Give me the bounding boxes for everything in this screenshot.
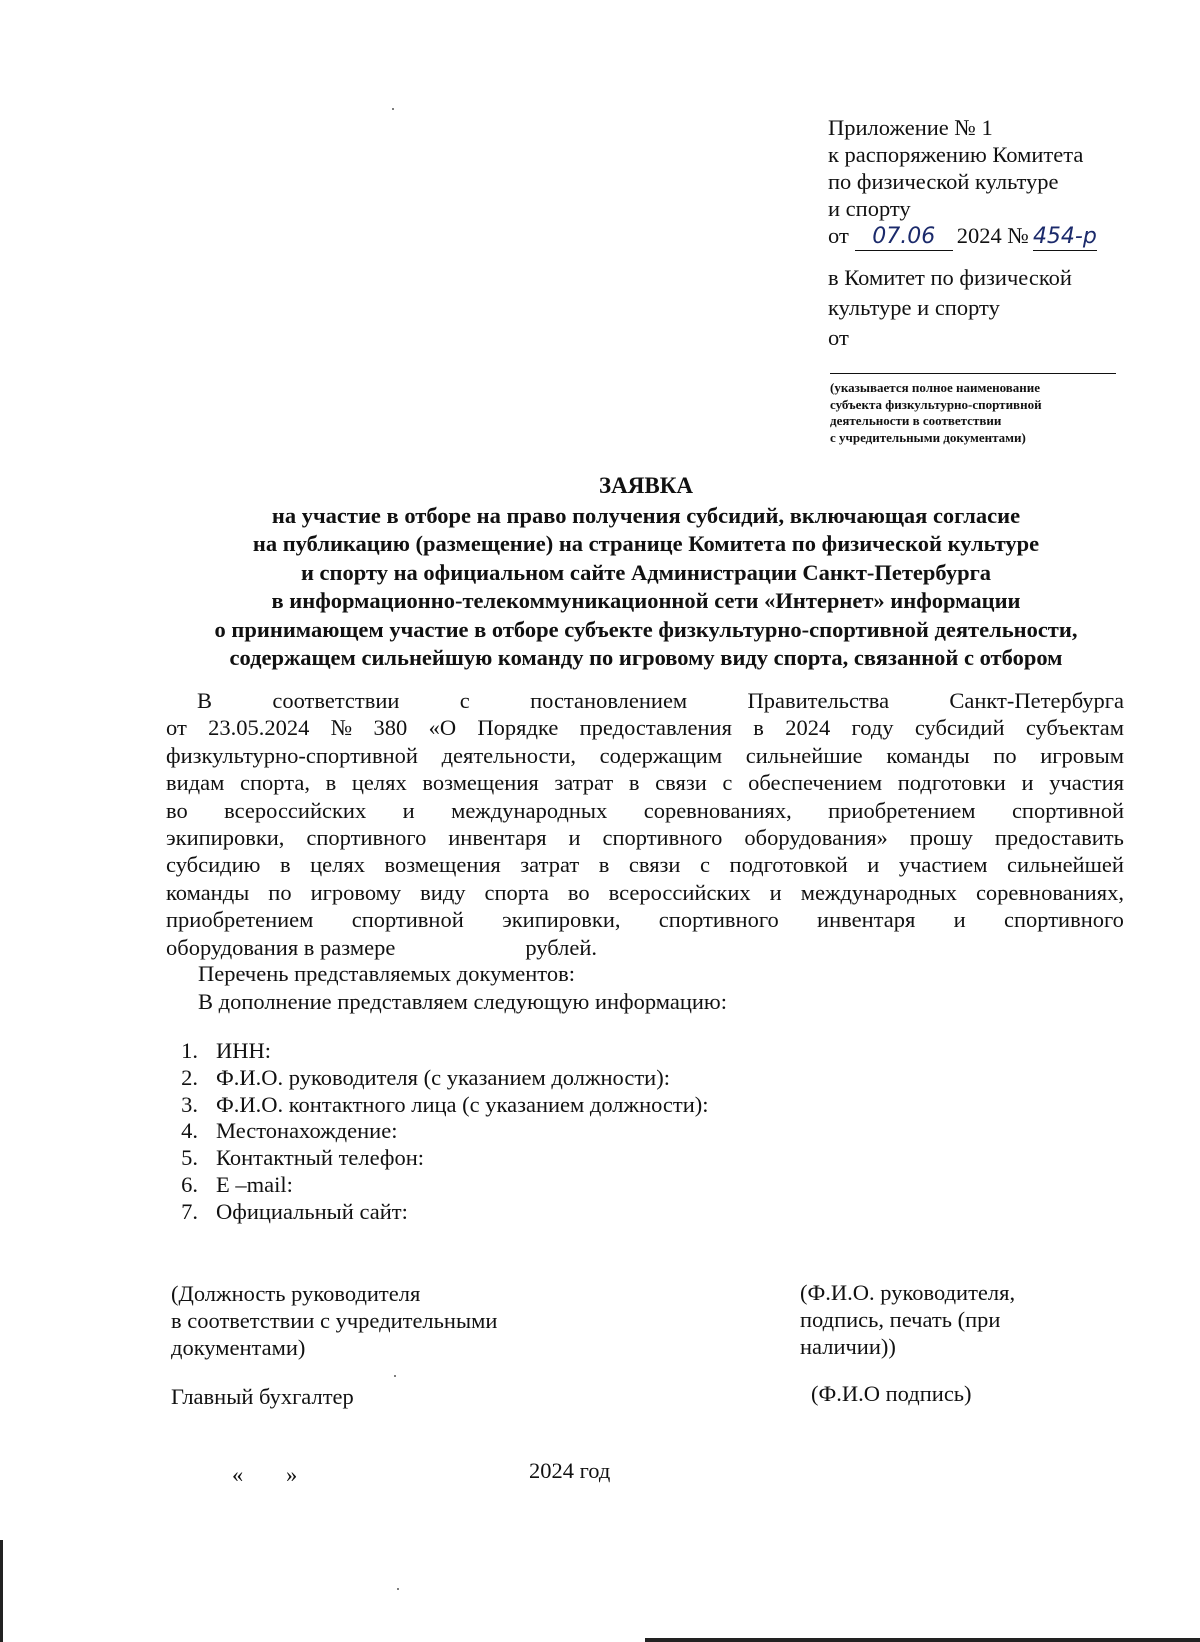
- paragraph-word: предоставления: [579, 715, 732, 741]
- paragraph-word: деятельности,: [441, 742, 576, 768]
- attachment-line: к распоряжению Комитета: [828, 142, 1084, 167]
- paragraph-word: и: [568, 825, 581, 851]
- info-list: [176, 1038, 709, 1226]
- paragraph-word: подготовкой: [729, 852, 848, 878]
- paragraph-word: по: [993, 742, 1017, 768]
- list-item-text: Местонахождение:: [216, 1118, 398, 1144]
- paragraph-word: международных: [800, 879, 957, 905]
- scan-dot: [392, 108, 394, 110]
- list-item-number: 3.: [181, 1091, 198, 1117]
- paragraph-word: виду: [420, 879, 466, 905]
- paragraph-word: затрат: [554, 770, 614, 796]
- paragraph-word: 2024: [785, 715, 831, 741]
- paragraph-line-last: [166, 934, 1124, 961]
- paragraph-word: целях: [351, 770, 407, 796]
- list-item-number: 2.: [181, 1064, 198, 1090]
- title-line: на участие в отборе на право получения субсидий, включающая согласие: [271, 502, 1021, 528]
- paragraph-word: с: [722, 770, 733, 796]
- paragraph-word: соответствии: [272, 688, 400, 713]
- list-item-text: E –mail:: [216, 1171, 293, 1197]
- list-item: [176, 1199, 709, 1226]
- handwritten-date: 07.06: [855, 223, 953, 251]
- paragraph-word: субсидий: [914, 715, 1005, 741]
- paragraph-word: предоставить: [994, 825, 1124, 851]
- attachment-line: Приложение № 1: [828, 115, 993, 140]
- paragraph-word: сильнейшие: [745, 742, 863, 768]
- paragraph-line: [166, 687, 1124, 714]
- paragraph-word: и: [402, 797, 415, 823]
- head-position-caption: [171, 1280, 497, 1361]
- chief-accountant-label: Главный бухгалтер: [171, 1384, 354, 1409]
- year-number-label: 2024 №: [956, 223, 1029, 248]
- date-prefix: от: [828, 223, 849, 248]
- paragraph-word: спортивного: [602, 825, 723, 851]
- scan-edge-bottom: [645, 1638, 1200, 1642]
- paragraph-word: от: [166, 715, 187, 741]
- paragraph-word: подготовки: [897, 770, 1006, 796]
- paragraph-word: спортивной: [351, 907, 464, 933]
- paragraph-line: [166, 769, 1124, 796]
- list-item-number: 5.: [181, 1145, 198, 1171]
- paragraph-word: всероссийских: [224, 797, 367, 823]
- list-item: [176, 1172, 709, 1199]
- scan-dot: [394, 1375, 396, 1377]
- application-title: [0, 472, 1200, 673]
- applicant-name-note: [830, 380, 1130, 446]
- paragraph-word: оборудования»: [744, 825, 888, 851]
- paragraph-word: Порядке: [477, 715, 559, 741]
- paragraph-word: инвентаря: [817, 907, 916, 933]
- caption-line: документами): [171, 1335, 306, 1360]
- paragraph-word: Санкт-Петербурга: [949, 688, 1124, 713]
- addressee-line: в Комитет по физической: [828, 265, 1072, 290]
- paragraph-word: «О: [428, 715, 457, 741]
- paragraph-word: соревнованиях,: [975, 879, 1124, 905]
- paragraph-word: В: [197, 688, 213, 713]
- addressee-line: культуре и спорту: [828, 295, 1000, 320]
- head-signature-caption: [800, 1279, 1015, 1360]
- paragraph-word: и: [769, 879, 782, 905]
- request-paragraph: [166, 687, 1124, 961]
- paragraph-word: инвентаря: [448, 825, 547, 851]
- caption-line: (Ф.И.О. руководителя,: [800, 1280, 1016, 1305]
- paragraph-word: целях: [310, 852, 365, 878]
- paragraph-word: по: [268, 879, 292, 905]
- list-item: [176, 1118, 709, 1145]
- paragraph-word: обеспечением: [748, 770, 883, 796]
- list-item-number: 4.: [181, 1118, 198, 1144]
- paragraph-word: команды: [886, 742, 970, 768]
- scan-dot: [397, 1588, 399, 1590]
- addressee-block: [828, 263, 1072, 353]
- list-item-text: ИНН:: [216, 1038, 271, 1063]
- paragraph-word: 380: [373, 715, 408, 741]
- paragraph-word: 23.05.2024: [208, 715, 310, 741]
- attachment-date-line: [828, 222, 1097, 251]
- paragraph-word: с: [459, 688, 470, 713]
- list-item: [176, 1065, 709, 1092]
- attachment-line: и спорту: [828, 196, 911, 221]
- paragraph-word: Правительства: [747, 688, 890, 713]
- paragraph-word: спортивного: [658, 907, 779, 933]
- title-line: в информационно-телекоммуникационной сети «Интернет» информации: [271, 588, 1021, 613]
- title-line: и спорту на официальном сайте Администрации Санкт-Петербурга: [300, 559, 992, 585]
- paragraph-word: участия: [1049, 770, 1124, 796]
- paragraph-word: №: [330, 715, 353, 741]
- list-item-text: Ф.И.О. руководителя (с указанием должности):: [216, 1064, 670, 1090]
- list-item-number: 1.: [181, 1038, 198, 1063]
- paragraph-word: затрат: [520, 852, 580, 878]
- paragraph-word: всероссийских: [608, 879, 751, 905]
- paragraph-word: приобретением: [828, 797, 976, 823]
- paragraph-line: [166, 906, 1124, 933]
- list-item-text: Контактный телефон:: [216, 1145, 424, 1171]
- list-item: [176, 1038, 709, 1065]
- title-line: на публикацию (размещение) на странице Комитета по физической культуре: [252, 531, 1040, 556]
- attachment-block: [828, 114, 1097, 251]
- amount-label: оборудования в размере: [166, 934, 396, 960]
- paragraph-word: сильнейшей: [1007, 852, 1124, 878]
- paragraph-word: спортивного: [306, 825, 427, 851]
- paragraph-word: команды: [166, 879, 250, 905]
- paragraph-line: [166, 879, 1124, 906]
- applicant-name-underline: [830, 373, 1116, 374]
- paragraph-word: в: [628, 770, 640, 796]
- paragraph-word: субсидию: [166, 852, 261, 878]
- note-line: с учредительными документами): [830, 429, 1026, 445]
- note-line: субъекта физкультурно-спортивной: [830, 396, 1042, 412]
- caption-line: в соответствии с учредительными: [171, 1308, 498, 1333]
- attachment-line: по физической культуре: [828, 169, 1059, 194]
- addressee-line: от: [828, 325, 849, 350]
- title-line: о принимающем участие в отборе субъекте физкультурно-спортивной деятельности,: [214, 616, 1078, 642]
- paragraph-word: и: [1021, 770, 1034, 796]
- paragraph-line: [166, 851, 1124, 878]
- paragraph-word: соревнованиях,: [643, 797, 792, 823]
- paragraph-word: международных: [451, 797, 608, 823]
- documents-list-label: Перечень представляемых документов:: [198, 961, 575, 986]
- paragraph-word: участием: [898, 852, 988, 878]
- paragraph-word: в: [753, 715, 764, 741]
- paragraph-word: игровому: [310, 879, 402, 905]
- paragraph-word: спорта: [484, 879, 549, 905]
- paragraph-word: связи: [628, 852, 681, 878]
- paragraph-word: спортивного: [1003, 907, 1124, 933]
- note-line: деятельности в соответствии: [830, 413, 1002, 428]
- paragraph-line: [166, 714, 1124, 741]
- date-quote-close: »: [286, 1462, 298, 1487]
- paragraph-word: году: [851, 715, 894, 741]
- paragraph-word: спорта,: [240, 770, 310, 796]
- note-line: (указывается полное наименование: [830, 380, 1041, 395]
- paragraph-word: постановлением: [530, 688, 688, 713]
- paragraph-word: во: [166, 797, 188, 823]
- list-item-number: 6.: [181, 1171, 198, 1197]
- paragraph-word: экипировки,: [502, 907, 621, 933]
- paragraph-word: приобретением: [166, 907, 314, 933]
- additional-info-label: В дополнение представляем следующую информацию:: [198, 989, 727, 1014]
- paragraph-word: физкультурно-спортивной: [166, 742, 418, 768]
- paragraph-word: связи: [655, 770, 707, 796]
- handwritten-number: 454-р: [1032, 224, 1097, 249]
- paragraph-word: в: [598, 852, 610, 878]
- list-item: [176, 1145, 709, 1172]
- date-year: 2024 год: [529, 1458, 611, 1483]
- paragraph-word: во: [567, 879, 590, 905]
- date-quote-open: «: [232, 1462, 244, 1487]
- paragraph-word: экипировки,: [166, 825, 285, 851]
- chief-accountant-signature-caption: (Ф.И.О подпись): [811, 1381, 972, 1406]
- caption-line: наличии)): [800, 1334, 896, 1359]
- caption-line: подпись, печать (при: [800, 1307, 1001, 1332]
- paragraph-line: [166, 797, 1124, 824]
- scan-edge-left: [0, 1540, 3, 1642]
- paragraph-word: спортивной: [1011, 797, 1124, 823]
- amount-currency: рублей.: [525, 934, 598, 960]
- paragraph-word: содержащим: [599, 742, 723, 768]
- list-item-text: Официальный сайт:: [216, 1198, 408, 1224]
- paragraph-word: прошу: [909, 825, 973, 851]
- paragraph-word: видам: [166, 770, 225, 796]
- title-heading: ЗАЯВКА: [599, 473, 693, 498]
- paragraph-word: субъектам: [1025, 715, 1124, 741]
- paragraph-word: игровым: [1040, 742, 1124, 768]
- paragraph-word: в: [325, 770, 337, 796]
- paragraph-line: [166, 742, 1124, 769]
- title-line: содержащем сильнейшую команду по игровому виду спорта, связанной с отбором: [229, 645, 1063, 670]
- caption-line: (Должность руководителя: [171, 1281, 421, 1306]
- paragraph-word: и: [953, 907, 966, 933]
- paragraph-word: возмещения: [384, 852, 501, 878]
- list-item: [176, 1092, 709, 1119]
- paragraph-line: [166, 824, 1124, 851]
- list-item-number: 7.: [181, 1198, 198, 1224]
- paragraph-word: в: [279, 852, 291, 878]
- paragraph-word: и: [867, 852, 880, 878]
- list-item-text: Ф.И.О. контактного лица (с указанием должности):: [216, 1091, 709, 1117]
- paragraph-word: возмещения: [422, 770, 539, 796]
- paragraph-word: с: [700, 852, 710, 878]
